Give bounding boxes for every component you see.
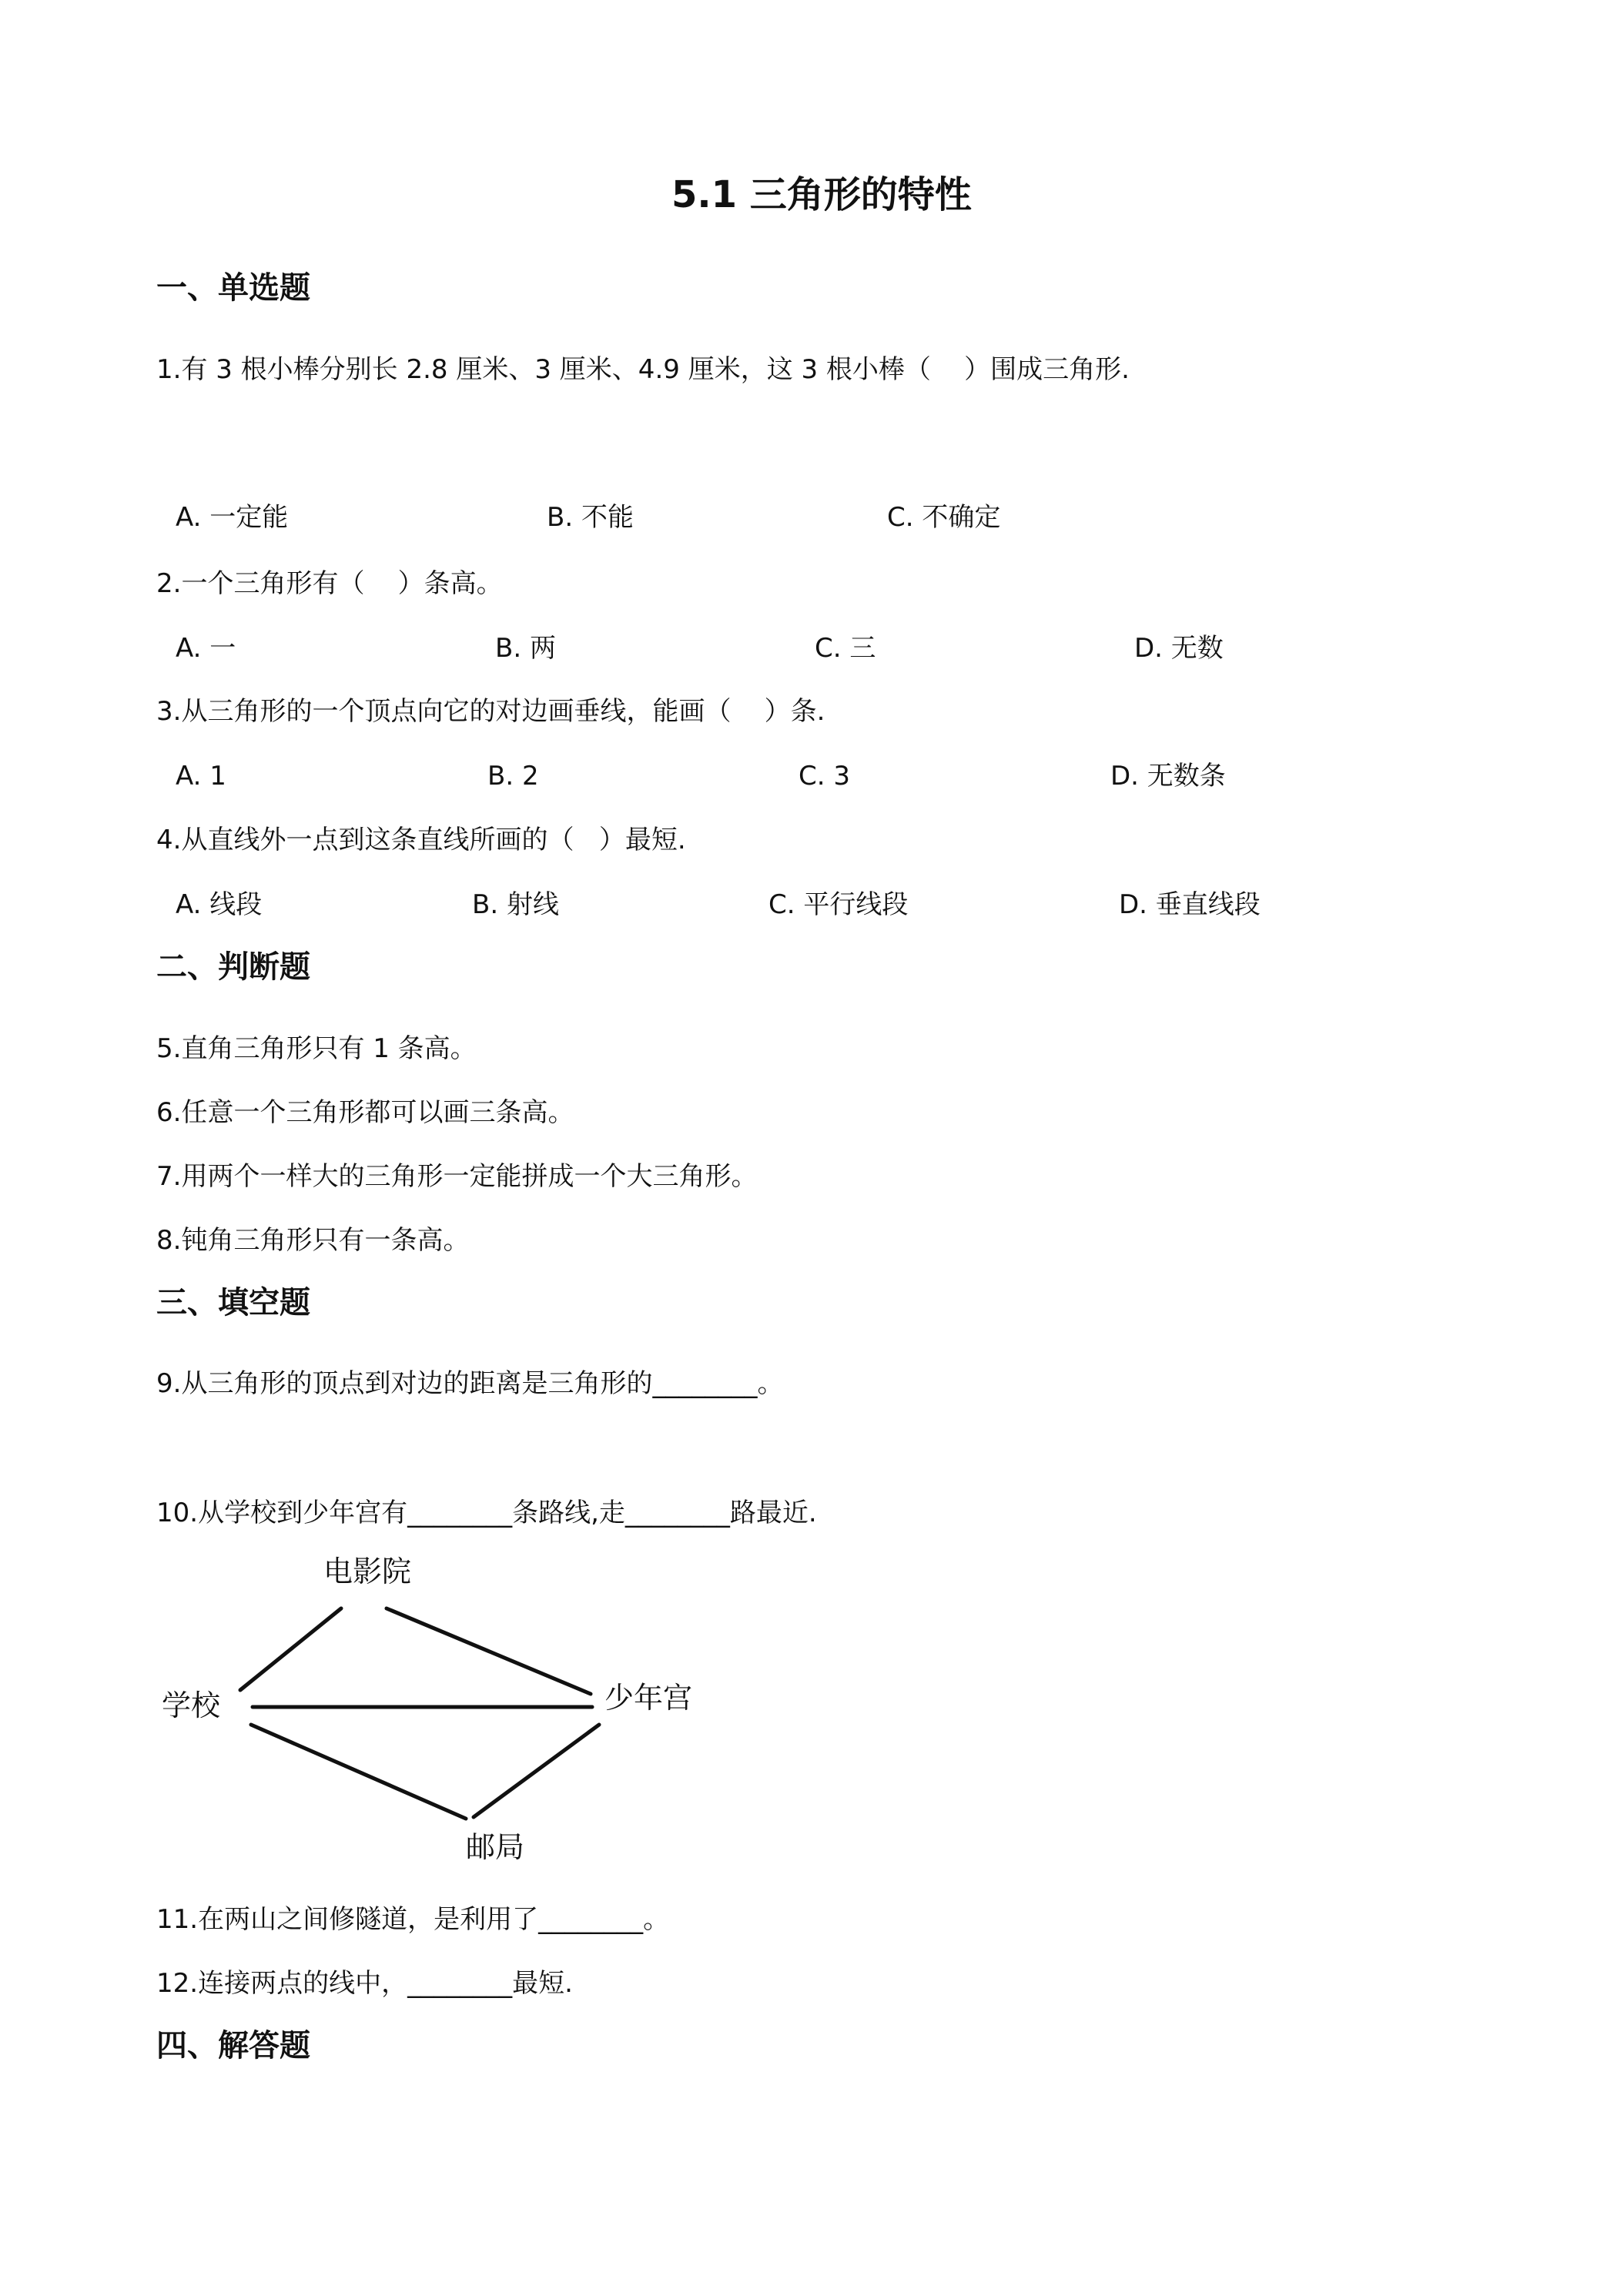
question-11: 11.在两山之间修隧道，是利用了________。 xyxy=(156,1904,670,1935)
q2-option-c: C. 三 xyxy=(815,633,876,664)
section-heading-fill-blank: 三、填空题 xyxy=(156,1285,310,1320)
q4-option-b: B. 射线 xyxy=(472,889,559,920)
q2-option-a: A. 一 xyxy=(176,633,236,664)
question-12: 12.连接两点的线中，________最短. xyxy=(156,1968,573,1999)
question-4: 4.从直线外一点到这条直线所画的（ ）最短. xyxy=(156,825,686,855)
section-heading-true-false: 二、判断题 xyxy=(156,949,310,985)
diagram-label-cinema: 电影院 xyxy=(323,1555,412,1588)
q3-option-c: C. 3 xyxy=(799,761,850,792)
q1-option-b: B. 不能 xyxy=(547,502,634,533)
q2-option-d: D. 无数 xyxy=(1134,633,1224,664)
q3-option-b: B. 2 xyxy=(487,761,539,792)
question-10: 10.从学校到少年宫有________条路线,走________路最近. xyxy=(156,1498,817,1528)
diagram-label-school: 学校 xyxy=(162,1689,221,1722)
q4-option-c: C. 平行线段 xyxy=(768,889,909,920)
question-2: 2.一个三角形有（ ）条高。 xyxy=(156,568,503,599)
route-school-post-office xyxy=(251,1725,466,1819)
section-heading-word-problems: 四、解答题 xyxy=(156,2028,310,2063)
q3-option-a: A. 1 xyxy=(176,761,226,792)
q2-option-b: B. 两 xyxy=(495,633,556,664)
question-3: 3.从三角形的一个顶点向它的对边画垂线，能画（ ）条. xyxy=(156,696,825,727)
question-9: 9.从三角形的顶点到对边的距离是三角形的________。 xyxy=(156,1368,784,1399)
q4-option-d: D. 垂直线段 xyxy=(1119,889,1261,920)
diagram-label-youth-palace: 少年宫 xyxy=(604,1681,693,1715)
page-title: 5.1 三角形的特性 xyxy=(671,173,972,216)
route-post-office-youth-palace xyxy=(474,1725,599,1817)
q3-option-d: D. 无数条 xyxy=(1110,761,1226,792)
route-diagram xyxy=(154,1548,724,1894)
route-school-cinema xyxy=(240,1608,341,1690)
q1-option-c: C. 不确定 xyxy=(887,502,1001,533)
question-7: 7.用两个一样大的三角形一定能拼成一个大三角形。 xyxy=(156,1161,758,1192)
q1-option-a: A. 一定能 xyxy=(176,502,289,533)
question-8: 8.钝角三角形只有一条高。 xyxy=(156,1225,470,1256)
diagram-label-post-office: 邮局 xyxy=(466,1830,525,1864)
question-1: 1.有 3 根小棒分别长 2.8 厘米、3 厘米、4.9 厘米，这 3 根小棒（ ）围成三角形. xyxy=(156,354,1130,385)
section-heading-single-choice: 一、单选题 xyxy=(156,270,310,306)
route-cinema-youth-palace xyxy=(387,1608,591,1694)
q4-option-a: A. 线段 xyxy=(176,889,263,920)
question-6: 6.任意一个三角形都可以画三条高。 xyxy=(156,1097,574,1128)
question-5: 5.直角三角形只有 1 条高。 xyxy=(156,1033,477,1064)
